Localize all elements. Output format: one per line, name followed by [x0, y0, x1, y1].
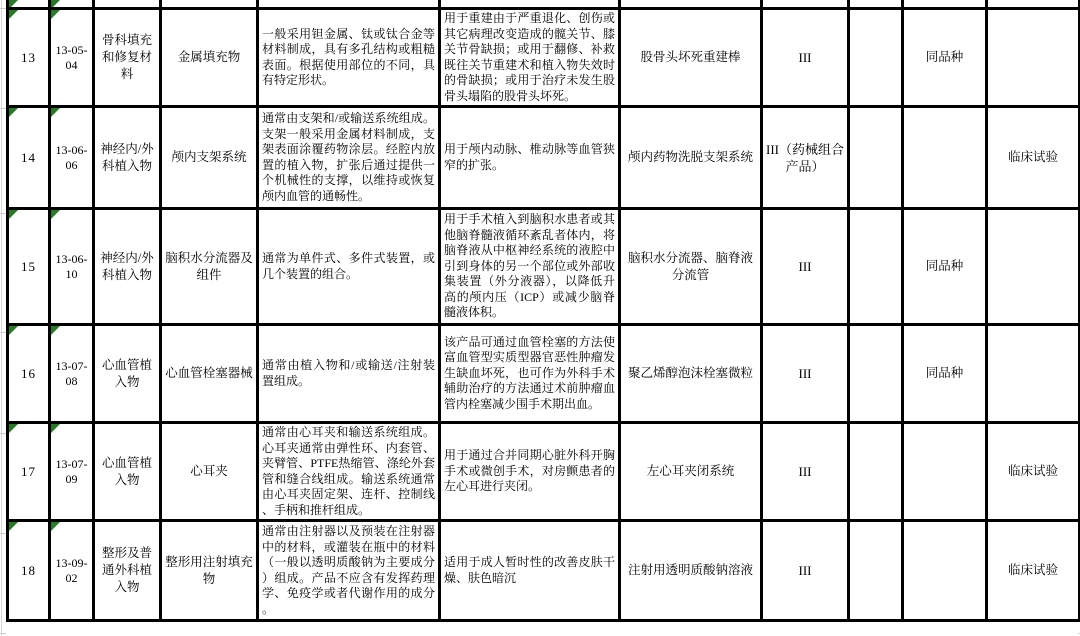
error-indicator-icon [9, 108, 18, 117]
code-cell[interactable] [50, 521, 94, 621]
intended-use-text: 用于手术植入到脑积水患者或其他脑脊髓液循环紊乱者体内，将脑脊液从中枢神经系统的液腔中引到身体的另一个部位或外部收集装置（外分液器），以降低升高的颅内压（ICP）或减少脑脊髓液体积。 [444, 212, 615, 320]
code-cell[interactable] [50, 0, 94, 9]
examples-cell[interactable] [620, 423, 762, 521]
examples-cell[interactable] [620, 107, 762, 209]
category-text: 骨科填充和修复材料 [101, 33, 152, 81]
row-number: 13 [21, 50, 36, 65]
product-name-text: 心血管栓塞器械 [165, 366, 253, 380]
equivalence-cell[interactable] [903, 9, 987, 107]
code-text: 13-06-10 [55, 251, 88, 281]
table-row [8, 209, 1080, 325]
description-text: 通常由心耳夹和输送系统组成。心耳夹通常由弹性环、内套管、夹臂管、PTFE热缩管、涤纶外套管和缝合线组成。输送系统通常由心耳夹固定架、连杆、控制线、手柄和推杆组成。 [262, 425, 435, 517]
examples-cell[interactable] [620, 0, 762, 9]
classification-cell[interactable] [762, 0, 849, 9]
intended-use-cell[interactable] [440, 9, 620, 107]
classification-text: III [798, 464, 812, 479]
row-number: 15 [21, 259, 36, 274]
blank-cell[interactable] [849, 107, 903, 209]
product-name-cell[interactable] [161, 423, 258, 521]
table-row [8, 325, 1080, 423]
blank-cell[interactable] [849, 9, 903, 107]
examples-cell[interactable] [620, 521, 762, 621]
classification-text: III [798, 259, 812, 274]
error-indicator-icon [51, 0, 60, 9]
intended-use-text: 用于重建由于严重退化、创伤或其它病理改变造成的髋关节、膝关节骨缺损；或用于翻修、补救既往关节重建术和植入物失效时的骨缺损；或用于治疗未发生股骨头塌陷的股骨头坏死。 [444, 11, 615, 103]
table-row [8, 107, 1080, 209]
clinical-trial-cell[interactable] [987, 521, 1080, 621]
description-cell[interactable] [258, 325, 440, 423]
product-name-cell[interactable] [161, 521, 258, 621]
equivalence-cell[interactable] [903, 521, 987, 621]
category-cell[interactable] [94, 107, 161, 209]
row-number-cell[interactable] [8, 0, 50, 9]
gridline [0, 633, 6, 634]
row-number-cell[interactable] [8, 9, 50, 107]
description-text: 通常为单件式、多件式装置，或几个装置的组合。 [262, 251, 435, 281]
category-text: 心血管植入物 [101, 455, 152, 487]
intended-use-cell[interactable] [440, 0, 620, 9]
row-number-cell[interactable] [8, 107, 50, 209]
error-indicator-icon [9, 10, 18, 19]
code-text: 13-07-09 [55, 456, 88, 486]
code-cell[interactable] [50, 209, 94, 325]
description-cell[interactable] [258, 521, 440, 621]
clinical-trial-cell[interactable] [987, 423, 1080, 521]
error-indicator-icon [51, 326, 60, 335]
category-cell[interactable] [94, 9, 161, 107]
product-name-text: 整形用注射填充物 [165, 554, 253, 586]
intended-use-cell[interactable] [440, 209, 620, 325]
examples-text: 聚乙烯醇泡沫栓塞微粒 [627, 366, 753, 380]
code-cell[interactable] [50, 325, 94, 423]
code-text: 13-05-04 [55, 42, 88, 72]
equivalence-cell[interactable] [903, 209, 987, 325]
equivalence-text: 同品种 [925, 366, 964, 380]
equivalence-cell[interactable] [903, 423, 987, 521]
category-cell[interactable] [94, 521, 161, 621]
examples-text: 左心耳夹闭系统 [646, 464, 735, 478]
code-text: 13-06-06 [55, 142, 88, 172]
product-name-cell[interactable] [161, 0, 258, 9]
intended-use-cell[interactable] [440, 423, 620, 521]
clinical-trial-cell[interactable] [987, 107, 1080, 209]
clinical-trial-text: 临床试验 [1007, 464, 1058, 478]
category-cell[interactable] [94, 325, 161, 423]
examples-text: 脑积水分流器、脑脊液分流管 [627, 250, 753, 282]
clinical-trial-cell[interactable] [987, 325, 1080, 423]
gridline [1, 0, 2, 636]
classification-cell[interactable] [762, 209, 849, 325]
examples-text: 颅内药物洗脱支架系统 [627, 150, 753, 164]
device-classification-table [6, 0, 1080, 622]
intended-use-text: 适用于成人暂时性的改善皮肤干燥、肤色暗沉 [444, 555, 615, 585]
error-indicator-icon [9, 0, 18, 9]
equivalence-text: 同品种 [925, 259, 964, 273]
product-name-cell[interactable] [161, 209, 258, 325]
equivalence-text: 同品种 [925, 50, 964, 64]
examples-cell[interactable] [620, 209, 762, 325]
table-row-clipped [8, 0, 1080, 9]
product-name-text: 颅内支架系统 [171, 150, 247, 164]
equivalence-cell[interactable] [903, 0, 987, 9]
error-indicator-icon [9, 522, 18, 531]
error-indicator-icon [51, 522, 60, 531]
classification-text: III [798, 50, 812, 65]
category-text: 心血管植入物 [101, 357, 152, 389]
description-cell[interactable] [258, 9, 440, 107]
category-cell[interactable] [94, 423, 161, 521]
classification-cell[interactable] [762, 9, 849, 107]
examples-cell[interactable] [620, 325, 762, 423]
category-text: 神经内/外科植入物 [100, 250, 154, 282]
product-name-cell[interactable] [161, 107, 258, 209]
clinical-trial-cell[interactable] [987, 0, 1080, 9]
clinical-trial-cell[interactable] [987, 209, 1080, 325]
description-text: 通常由植入物和/或输送/注射装置组成。 [262, 358, 435, 388]
product-name-cell[interactable] [161, 325, 258, 423]
row-number: 16 [21, 366, 36, 381]
description-cell[interactable] [258, 209, 440, 325]
product-name-text: 金属填充物 [177, 50, 241, 64]
intended-use-cell[interactable] [440, 521, 620, 621]
examples-cell[interactable] [620, 9, 762, 107]
category-cell[interactable] [94, 0, 161, 9]
blank-cell[interactable] [849, 325, 903, 423]
classification-text: III（药械组合产品） [766, 141, 844, 174]
code-text: 13-07-08 [55, 358, 88, 388]
error-indicator-icon [51, 424, 60, 433]
row-number-cell[interactable] [8, 521, 50, 621]
code-text: 13-09-02 [55, 555, 88, 585]
error-indicator-icon [9, 210, 18, 219]
classification-cell[interactable] [762, 325, 849, 423]
code-cell[interactable] [50, 423, 94, 521]
error-indicator-icon [9, 326, 18, 335]
error-indicator-icon [51, 10, 60, 19]
table-row [8, 9, 1080, 107]
row-number: 17 [21, 464, 36, 479]
classification-cell[interactable] [762, 107, 849, 209]
description-text: 一般采用钽金属、钛或钛合金等材料制成，具有多孔结构或粗糙表面。根据使用部位的不同，具有特定形状。 [262, 26, 435, 87]
blank-cell[interactable] [849, 521, 903, 621]
classification-text: III [798, 563, 812, 578]
product-name-text: 脑积水分流器及组件 [165, 250, 253, 282]
equivalence-cell[interactable] [903, 107, 987, 209]
table-row [8, 521, 1080, 621]
equivalence-cell[interactable] [903, 325, 987, 423]
product-name-cell[interactable] [161, 9, 258, 107]
description-cell[interactable] [258, 0, 440, 9]
classification-cell[interactable] [762, 423, 849, 521]
error-indicator-icon [9, 424, 18, 433]
examples-text: 股骨头坏死重建棒 [640, 50, 741, 64]
description-text: 通常由支架和/或输送系统组成。支架一般采用金属材料制成，支架表面涂覆药物涂层。经腔内放置的植入物，扩张后通过提供一个机械性的支撑，以维持或恢复颅内血管的通畅性。 [262, 111, 435, 203]
blank-cell[interactable] [849, 0, 903, 9]
examples-text: 注射用透明质酸钠溶液 [627, 563, 753, 577]
row-number: 14 [21, 150, 36, 165]
error-indicator-icon [51, 210, 60, 219]
classification-cell[interactable] [762, 521, 849, 621]
intended-use-cell[interactable] [440, 325, 620, 423]
row-number-cell[interactable] [8, 325, 50, 423]
classification-text: III [798, 366, 812, 381]
blank-cell[interactable] [849, 423, 903, 521]
table-row [8, 423, 1080, 521]
row-number-cell[interactable] [8, 423, 50, 521]
description-cell[interactable] [258, 423, 440, 521]
row-number-cell[interactable] [8, 209, 50, 325]
clinical-trial-text: 临床试验 [1007, 563, 1058, 577]
intended-use-text: 该产品可通过血管栓塞的方法使富血管型实质型器官恶性肿瘤发生缺血坏死，也可作为外科手术辅助治疗的方法通过术前肿瘤血管内栓塞减少围手术期出血。 [444, 334, 615, 411]
description-cell[interactable] [258, 107, 440, 209]
clinical-trial-text: 临床试验 [1007, 150, 1058, 164]
code-cell[interactable] [50, 107, 94, 209]
row-number: 18 [21, 563, 36, 578]
intended-use-text: 用于通过合并同期心脏外科开胸手术或微创手术，对房颤患者的左心耳进行夹闭。 [444, 448, 615, 494]
category-cell[interactable] [94, 209, 161, 325]
intended-use-text: 用于颅内动脉、椎动脉等血管狭窄的扩张。 [444, 142, 615, 172]
code-cell[interactable] [50, 9, 94, 107]
category-text: 整形及普通外科植入物 [101, 546, 152, 594]
intended-use-cell[interactable] [440, 107, 620, 209]
error-indicator-icon [51, 108, 60, 117]
blank-cell[interactable] [849, 209, 903, 325]
product-name-text: 心耳夹 [190, 464, 228, 478]
clinical-trial-cell[interactable] [987, 9, 1080, 107]
category-text: 神经内/外科植入物 [100, 141, 154, 173]
description-text: 通常由注射器以及预装在注射器中的材料，或灌装在瓶中的材料（一般以透明质酸钠为主要成分）组成。产品不应含有发挥药理学、免疫学或者代谢作用的成分。 [262, 524, 435, 616]
